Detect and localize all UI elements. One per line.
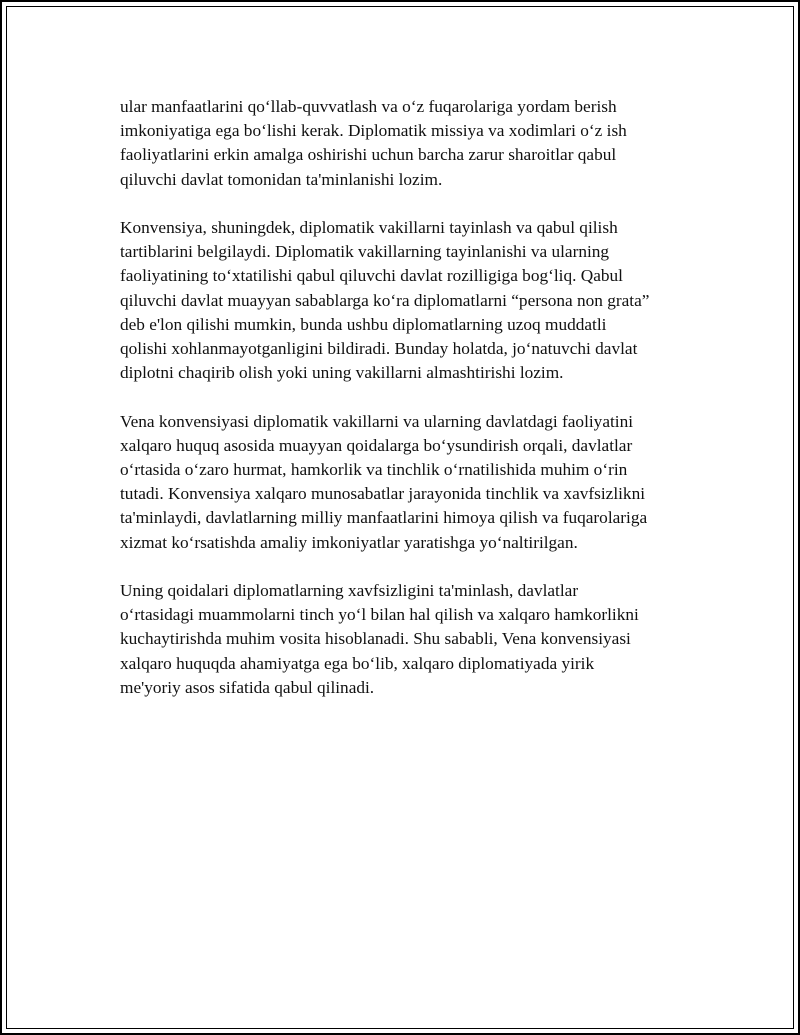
paragraph-2	[120, 216, 710, 385]
text-line: qiluvchi davlat tomonidan ta'minlanishi lozim.	[120, 169, 443, 189]
text-line: o‘rtasidagi muammolarni tinch yo‘l bilan hal qilish va xalqaro hamkorlikni	[120, 605, 639, 625]
paragraph-4	[120, 579, 710, 700]
text-line: me'yoriy asos sifatida qabul qilinadi.	[120, 677, 375, 697]
text-line: deb e'lon qilishi mumkin, bunda ushbu diplomatlarning uzoq muddatli	[120, 314, 607, 334]
text-line: qiluvchi davlat muayyan sabablarga ko‘ra diplomatlarni “persona non grata”	[120, 290, 650, 310]
text-line: ta'minlaydi, davlatlarning milliy manfaatlarini himoya qilish va fuqarolariga	[120, 508, 648, 528]
text-line: xalqaro huquq asosida muayyan qoidalarga bo‘ysundirish orqali, davlatlar	[120, 435, 633, 455]
text-line: faoliyatlarini erkin amalga oshirishi uchun barcha zarur sharoitlar qabul	[120, 145, 617, 165]
text-line: imkoniyatiga ega bo‘lishi kerak. Diplomatik missiya va xodimlari o‘z ish	[120, 121, 627, 141]
text-line: diplotni chaqirib olish yoki uning vakillarni almashtirishi lozim.	[120, 363, 564, 383]
text-line: qolishi xohlanmayotganligini bildiradi. Bunday holatda, jo‘natuvchi davlat	[120, 339, 638, 359]
paragraph-3	[120, 410, 710, 555]
text-line: kuchaytirishda muhim vosita hisoblanadi. Shu sababli, Vena konvensiyasi	[120, 629, 631, 649]
text-line: tartiblarini belgilaydi. Diplomatik vakillarning tayinlanishi va ularning	[120, 242, 610, 262]
text-line: faoliyatining to‘xtatilishi qabul qiluvchi davlat rozilligiga bog‘liq. Qabul	[120, 266, 623, 286]
text-line: tutadi. Konvensiya xalqaro munosabatlar jarayonida tinchlik va xavfsizlikni	[120, 484, 646, 504]
text-line: Vena konvensiyasi diplomatik vakillarni va ularning davlatdagi faoliyatini	[120, 411, 634, 431]
document-body	[120, 95, 710, 724]
text-line: Konvensiya, shuningdek, diplomatik vakillarni tayinlash va qabul qilish	[120, 218, 618, 237]
text-line: ular manfaatlarini qo‘llab-quvvatlash va o‘z fuqarolariga yordam berish	[120, 97, 617, 116]
text-line: o‘rtasida o‘zaro hurmat, hamkorlik va tinchlik o‘rnatilishida muhim o‘rin	[120, 460, 628, 480]
text-line: xizmat ko‘rsatishda amaliy imkoniyatlar yaratishga yo‘naltirilgan.	[120, 532, 578, 552]
text-line: Uning qoidalari diplomatlarning xavfsizligini ta'minlash, davlatlar	[120, 581, 579, 601]
text-line: xalqaro huquqda ahamiyatga ega bo‘lib, xalqaro diplomatiyada yirik	[120, 653, 595, 673]
paragraph-1	[120, 95, 710, 192]
